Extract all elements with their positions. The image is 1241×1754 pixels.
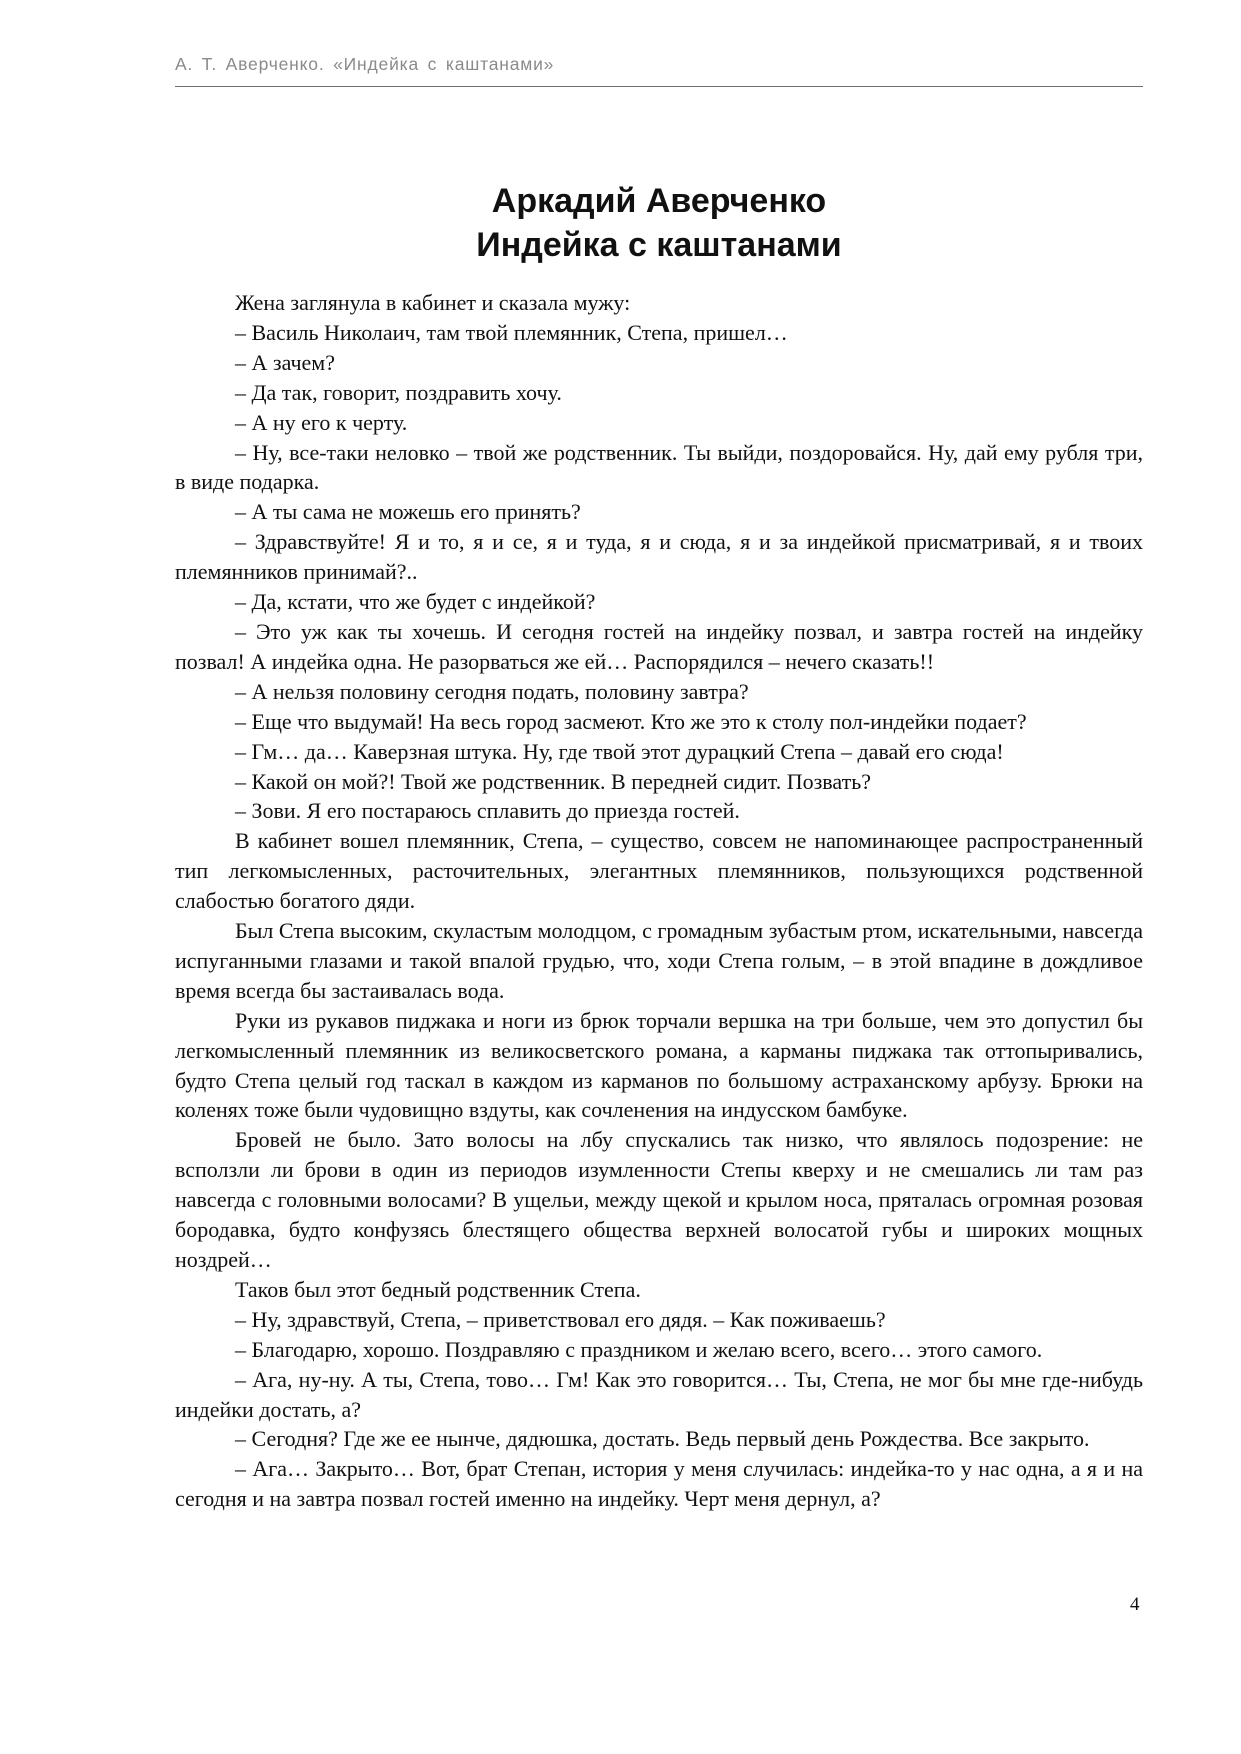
paragraph: Руки из рукавов пиджака и ноги из брюк торчали вершка на три больше, чем это допустил бы легкомысленный племянник из великосветского романа, а карманы пиджака так оттопыривались, будто Степа целый год таскал в каждом из карманов по большому астраханскому арбузу. Брюки на коленях тоже были чудовищно вздуты, как сочленения на индусском бамбуке. bbox=[175, 1007, 1143, 1123]
author-name: Аркадий Аверченко bbox=[491, 182, 827, 220]
paragraph: – Ну, здравствуй, Степа, – приветствовал его дядя. – Как поживаешь? bbox=[235, 1306, 886, 1332]
story-body bbox=[175, 288, 1143, 1514]
paragraph: – Гм… да… Каверзная штука. Ну, где твой этот дурацкий Степа – давай его сюда! bbox=[235, 738, 1004, 764]
paragraph: В кабинет вошел племянник, Степа, – существо, совсем не напоминающее распространенный тип легкомысленных, расточительных, элегантных племянников, пользующихся родственной слабостью богатого дяди. bbox=[175, 828, 1143, 914]
paragraph: – А ты сама не можешь его принять? bbox=[235, 499, 581, 525]
paragraph: – Еще что выдумай! На весь город засмеют. Кто же это к столу пол-индейки подает? bbox=[235, 708, 1027, 734]
paragraph: – Здравствуйте! Я и то, я и се, я и туда, я и сюда, я и за индейкой присматривай, я и твоих племянников принимай?.. bbox=[175, 529, 1143, 585]
paragraph: – Зови. Я его постараюсь сплавить до приезда гостей. bbox=[235, 798, 740, 824]
paragraph: – Какой он мой?! Твой же родственник. В передней сидит. Позвать? bbox=[235, 768, 871, 794]
paragraph: – Сегодня? Где же ее нынче, дядюшка, достать. Ведь первый день Рождества. Все закрыто. bbox=[235, 1426, 1090, 1452]
paragraph: – Да, кстати, что же будет с индейкой? bbox=[235, 589, 596, 615]
paragraph: – Да так, говорит, поздравить хочу. bbox=[235, 379, 562, 405]
paragraph: – Ага… Закрыто… Вот, брат Степан, история у меня случилась: индейка-то у нас одна, а я и на сегодня и на завтра позвал гостей именно на индейку. Черт меня дернул, а? bbox=[175, 1456, 1143, 1512]
page-number: 4 bbox=[1130, 1594, 1140, 1615]
paragraph: – Благодарю, хорошо. Поздравляю с праздником и желаю всего, всего… этого самого. bbox=[235, 1336, 1043, 1362]
running-header: А. Т. Аверченко. «Индейка с каштанами» bbox=[175, 54, 555, 74]
paragraph: Был Степа высоким, скуластым молодцом, с громадным зубастым ртом, искательными, навсегда испуганными глазами и такой впалой грудью, что, ходи Степа голым, – в этой впадине в дождливое время всегда бы застаивалась вода. bbox=[175, 918, 1143, 1003]
paragraph: – А ну его к черту. bbox=[235, 409, 408, 435]
paragraph: – Это уж как ты хочешь. И сегодня гостей на индейку позвал, и завтра гостей на индейку позвал! А индейка одна. Не разорваться же ей… Распорядился – нечего сказать!! bbox=[175, 618, 1143, 674]
story-title: Индейка с каштанами bbox=[476, 226, 842, 264]
paragraph: Жена заглянула в кабинет и сказала мужу: bbox=[235, 290, 631, 315]
paragraph: – А зачем? bbox=[235, 349, 335, 375]
paragraph: – Василь Николаич, там твой племянник, Степа, пришел… bbox=[235, 319, 788, 345]
title-block bbox=[175, 179, 1143, 267]
paragraph: – А нельзя половину сегодня подать, половину завтра? bbox=[235, 678, 749, 704]
paragraph: Таков был этот бедный родственник Степа. bbox=[235, 1276, 641, 1302]
header-divider bbox=[175, 86, 1143, 87]
paragraph: – Ну, все-таки неловко – твой же родственник. Ты выйди, поздоровайся. Ну, дай ему рубля три, в виде подарка. bbox=[175, 439, 1143, 495]
paragraph: Бровей не было. Зато волосы на лбу спускались так низко, что являлось подозрение: не всползли ли брови в один из периодов изумленности Степы кверху и не смешались ли там раз навсегда с головными волосами? В ущельи, между щекой и крылом носа, пряталась огромная розовая бородавка, будто конфузясь блестящего общества верхней волосатой губы и широких мощных ноздрей… bbox=[175, 1127, 1143, 1272]
paragraph: – Ага, ну-ну. А ты, Степа, тово… Гм! Как это говорится… Ты, Степа, не мог бы мне где-нибудь индейки достать, а? bbox=[175, 1366, 1143, 1422]
